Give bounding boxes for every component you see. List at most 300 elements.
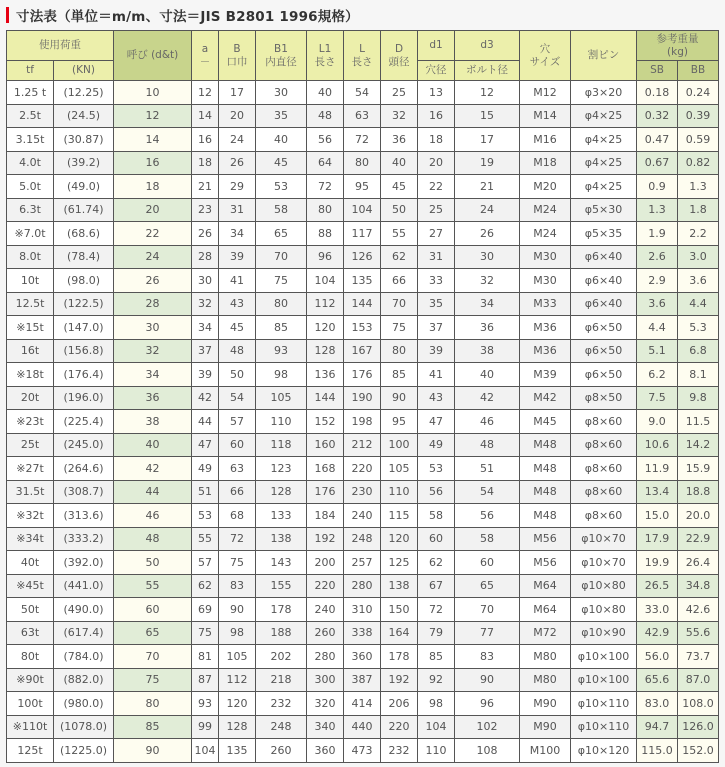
header-a: a －	[192, 31, 219, 81]
cell-nominal: 38	[114, 410, 192, 434]
cell-l: 310	[344, 598, 381, 622]
section-title	[6, 5, 359, 25]
table-row	[7, 668, 719, 692]
cell-hole-size: M90	[520, 715, 571, 739]
header-b: B 口巾	[219, 31, 256, 81]
cell-weight-sb: 11.9	[637, 457, 678, 481]
cell-kn: (1225.0)	[54, 739, 114, 763]
table-row	[7, 386, 719, 410]
cell-nominal: 16	[114, 151, 192, 175]
cell-kn: (264.6)	[54, 457, 114, 481]
cell-pin: φ6×50	[571, 363, 637, 387]
cell-pin: φ6×50	[571, 339, 637, 363]
cell-b1: 248	[256, 715, 307, 739]
cell-l: 104	[344, 198, 381, 222]
cell-d3: 77	[455, 621, 520, 645]
cell-weight-sb: 0.47	[637, 128, 678, 152]
cell-l1: 72	[307, 175, 344, 199]
cell-b: 45	[219, 316, 256, 340]
cell-weight-bb: 6.8	[678, 339, 719, 363]
cell-l: 220	[344, 457, 381, 481]
table-row	[7, 198, 719, 222]
cell-d3: 32	[455, 269, 520, 293]
cell-d3: 48	[455, 433, 520, 457]
cell-d: 90	[381, 386, 418, 410]
cell-d1: 98	[418, 692, 455, 716]
cell-hole-size: M80	[520, 668, 571, 692]
cell-d: 206	[381, 692, 418, 716]
cell-nominal: 55	[114, 574, 192, 598]
cell-a: 32	[192, 292, 219, 316]
cell-d1: 27	[418, 222, 455, 246]
cell-nominal: 90	[114, 739, 192, 763]
table-row	[7, 151, 719, 175]
cell-pin: φ6×40	[571, 269, 637, 293]
cell-l1: 56	[307, 128, 344, 152]
cell-weight-sb: 115.0	[637, 739, 678, 763]
cell-d1: 43	[418, 386, 455, 410]
cell-pin: φ10×120	[571, 739, 637, 763]
cell-d: 40	[381, 151, 418, 175]
cell-b: 90	[219, 598, 256, 622]
cell-b: 24	[219, 128, 256, 152]
cell-d3: 19	[455, 151, 520, 175]
cell-l: 212	[344, 433, 381, 457]
cell-b1: 75	[256, 269, 307, 293]
cell-kn: (617.4)	[54, 621, 114, 645]
table-row	[7, 457, 719, 481]
cell-pin: φ5×35	[571, 222, 637, 246]
cell-l: 117	[344, 222, 381, 246]
cell-a: 23	[192, 198, 219, 222]
cell-a: 26	[192, 222, 219, 246]
cell-l: 72	[344, 128, 381, 152]
cell-b: 60	[219, 433, 256, 457]
cell-b: 20	[219, 104, 256, 128]
table-row	[7, 504, 719, 528]
cell-b1: 110	[256, 410, 307, 434]
cell-d: 105	[381, 457, 418, 481]
cell-hole-size: M30	[520, 245, 571, 269]
cell-a: 14	[192, 104, 219, 128]
cell-tf: 16t	[7, 339, 54, 363]
cell-d1: 31	[418, 245, 455, 269]
cell-nominal: 46	[114, 504, 192, 528]
cell-pin: φ4×25	[571, 104, 637, 128]
cell-l: 198	[344, 410, 381, 434]
cell-nominal: 10	[114, 81, 192, 105]
cell-l1: 152	[307, 410, 344, 434]
cell-d: 36	[381, 128, 418, 152]
cell-pin: φ6×40	[571, 245, 637, 269]
cell-weight-sb: 0.9	[637, 175, 678, 199]
cell-a: 18	[192, 151, 219, 175]
cell-b1: 98	[256, 363, 307, 387]
cell-weight-sb: 56.0	[637, 645, 678, 669]
cell-tf: 20t	[7, 386, 54, 410]
cell-kn: (147.0)	[54, 316, 114, 340]
cell-b: 68	[219, 504, 256, 528]
cell-weight-sb: 94.7	[637, 715, 678, 739]
cell-d1: 22	[418, 175, 455, 199]
cell-tf: 1.25 t	[7, 81, 54, 105]
cell-d: 70	[381, 292, 418, 316]
cell-hole-size: M48	[520, 433, 571, 457]
cell-l1: 120	[307, 316, 344, 340]
cell-d3: 26	[455, 222, 520, 246]
cell-weight-sb: 13.4	[637, 480, 678, 504]
cell-hole-size: M48	[520, 480, 571, 504]
cell-hole-size: M33	[520, 292, 571, 316]
cell-weight-sb: 19.9	[637, 551, 678, 575]
cell-l: 95	[344, 175, 381, 199]
cell-weight-bb: 73.7	[678, 645, 719, 669]
cell-nominal: 24	[114, 245, 192, 269]
cell-d3: 54	[455, 480, 520, 504]
cell-b1: 178	[256, 598, 307, 622]
cell-l: 280	[344, 574, 381, 598]
cell-b: 128	[219, 715, 256, 739]
cell-d3: 65	[455, 574, 520, 598]
cell-l1: 320	[307, 692, 344, 716]
cell-d3: 34	[455, 292, 520, 316]
cell-weight-sb: 26.5	[637, 574, 678, 598]
cell-hole-size: M90	[520, 692, 571, 716]
cell-d3: 46	[455, 410, 520, 434]
cell-weight-sb: 10.6	[637, 433, 678, 457]
cell-b1: 202	[256, 645, 307, 669]
cell-b1: 123	[256, 457, 307, 481]
cell-hole-size: M30	[520, 269, 571, 293]
cell-kn: (156.8)	[54, 339, 114, 363]
cell-kn: (30.87)	[54, 128, 114, 152]
cell-b1: 85	[256, 316, 307, 340]
cell-hole-size: M56	[520, 551, 571, 575]
cell-l1: 128	[307, 339, 344, 363]
cell-tf: 10t	[7, 269, 54, 293]
cell-weight-sb: 0.18	[637, 81, 678, 105]
table-row	[7, 433, 719, 457]
cell-b1: 128	[256, 480, 307, 504]
cell-kn: (39.2)	[54, 151, 114, 175]
cell-b1: 118	[256, 433, 307, 457]
cell-b1: 53	[256, 175, 307, 199]
cell-weight-bb: 108.0	[678, 692, 719, 716]
cell-nominal: 20	[114, 198, 192, 222]
cell-d1: 62	[418, 551, 455, 575]
cell-a: 34	[192, 316, 219, 340]
cell-weight-sb: 5.1	[637, 339, 678, 363]
cell-kn: (308.7)	[54, 480, 114, 504]
cell-tf: 12.5t	[7, 292, 54, 316]
cell-pin: φ10×110	[571, 692, 637, 716]
cell-b: 48	[219, 339, 256, 363]
cell-weight-sb: 42.9	[637, 621, 678, 645]
cell-b1: 218	[256, 668, 307, 692]
table-row	[7, 175, 719, 199]
cell-weight-sb: 6.2	[637, 363, 678, 387]
cell-hole-size: M12	[520, 81, 571, 105]
cell-d1: 60	[418, 527, 455, 551]
cell-l1: 104	[307, 269, 344, 293]
cell-nominal: 36	[114, 386, 192, 410]
cell-a: 49	[192, 457, 219, 481]
cell-weight-bb: 26.4	[678, 551, 719, 575]
cell-b1: 188	[256, 621, 307, 645]
cell-tf: ※90t	[7, 668, 54, 692]
cell-b: 57	[219, 410, 256, 434]
cell-d: 192	[381, 668, 418, 692]
cell-a: 57	[192, 551, 219, 575]
cell-tf: ※110t	[7, 715, 54, 739]
table-row	[7, 104, 719, 128]
cell-nominal: 22	[114, 222, 192, 246]
cell-d1: 35	[418, 292, 455, 316]
cell-l: 248	[344, 527, 381, 551]
cell-l: 473	[344, 739, 381, 763]
cell-a: 93	[192, 692, 219, 716]
cell-l: 80	[344, 151, 381, 175]
cell-weight-bb: 34.8	[678, 574, 719, 598]
cell-l1: 88	[307, 222, 344, 246]
cell-pin: φ10×100	[571, 645, 637, 669]
cell-d1: 56	[418, 480, 455, 504]
cell-d1: 13	[418, 81, 455, 105]
cell-d: 125	[381, 551, 418, 575]
cell-nominal: 28	[114, 292, 192, 316]
cell-weight-bb: 22.9	[678, 527, 719, 551]
cell-b1: 58	[256, 198, 307, 222]
cell-tf: ※32t	[7, 504, 54, 528]
cell-weight-bb: 14.2	[678, 433, 719, 457]
cell-d3: 96	[455, 692, 520, 716]
cell-kn: (980.0)	[54, 692, 114, 716]
cell-nominal: 12	[114, 104, 192, 128]
cell-pin: φ4×25	[571, 128, 637, 152]
cell-weight-bb: 1.8	[678, 198, 719, 222]
cell-hole-size: M36	[520, 339, 571, 363]
cell-weight-sb: 2.9	[637, 269, 678, 293]
cell-d: 85	[381, 363, 418, 387]
header-l1: L1 長さ	[307, 31, 344, 81]
table-row	[7, 739, 719, 763]
cell-weight-sb: 17.9	[637, 527, 678, 551]
header-hole-size: 穴 サイズ	[520, 31, 571, 81]
cell-d3: 40	[455, 363, 520, 387]
cell-l: 257	[344, 551, 381, 575]
cell-d: 25	[381, 81, 418, 105]
table-row	[7, 363, 719, 387]
cell-b: 63	[219, 457, 256, 481]
cell-a: 21	[192, 175, 219, 199]
cell-d3: 90	[455, 668, 520, 692]
cell-kn: (49.0)	[54, 175, 114, 199]
header-d1-bottom: 穴径	[418, 61, 455, 81]
cell-tf: 5.0t	[7, 175, 54, 199]
cell-tf: 6.3t	[7, 198, 54, 222]
cell-pin: φ6×40	[571, 292, 637, 316]
cell-b: 72	[219, 527, 256, 551]
cell-l1: 64	[307, 151, 344, 175]
cell-hole-size: M16	[520, 128, 571, 152]
header-d3-top: d3	[455, 31, 520, 61]
cell-l1: 360	[307, 739, 344, 763]
table-row	[7, 245, 719, 269]
header-d1-top: d1	[418, 31, 455, 61]
table-row	[7, 692, 719, 716]
cell-d1: 79	[418, 621, 455, 645]
cell-tf: 100t	[7, 692, 54, 716]
cell-pin: φ8×50	[571, 386, 637, 410]
cell-nominal: 75	[114, 668, 192, 692]
cell-d1: 25	[418, 198, 455, 222]
cell-b: 54	[219, 386, 256, 410]
cell-hole-size: M14	[520, 104, 571, 128]
cell-weight-sb: 9.0	[637, 410, 678, 434]
cell-d1: 20	[418, 151, 455, 175]
cell-hole-size: M64	[520, 598, 571, 622]
cell-weight-bb: 1.3	[678, 175, 719, 199]
cell-d: 232	[381, 739, 418, 763]
cell-a: 37	[192, 339, 219, 363]
cell-hole-size: M24	[520, 198, 571, 222]
cell-d1: 110	[418, 739, 455, 763]
cell-d3: 38	[455, 339, 520, 363]
cell-weight-bb: 20.0	[678, 504, 719, 528]
cell-weight-bb: 126.0	[678, 715, 719, 739]
cell-d1: 67	[418, 574, 455, 598]
cell-nominal: 14	[114, 128, 192, 152]
cell-nominal: 50	[114, 551, 192, 575]
cell-d: 45	[381, 175, 418, 199]
cell-tf: 80t	[7, 645, 54, 669]
cell-nominal: 34	[114, 363, 192, 387]
cell-l: 387	[344, 668, 381, 692]
cell-weight-bb: 18.8	[678, 480, 719, 504]
cell-d3: 102	[455, 715, 520, 739]
cell-d: 50	[381, 198, 418, 222]
cell-weight-bb: 55.6	[678, 621, 719, 645]
cell-d: 75	[381, 316, 418, 340]
cell-d: 150	[381, 598, 418, 622]
cell-nominal: 60	[114, 598, 192, 622]
cell-nominal: 85	[114, 715, 192, 739]
cell-d3: 42	[455, 386, 520, 410]
cell-b: 83	[219, 574, 256, 598]
cell-weight-sb: 65.6	[637, 668, 678, 692]
cell-d1: 49	[418, 433, 455, 457]
cell-weight-sb: 0.67	[637, 151, 678, 175]
cell-pin: φ10×80	[571, 574, 637, 598]
cell-a: 30	[192, 269, 219, 293]
cell-b1: 80	[256, 292, 307, 316]
cell-b1: 138	[256, 527, 307, 551]
header-pin: 割ピン	[571, 31, 637, 81]
table-row	[7, 269, 719, 293]
cell-weight-bb: 5.3	[678, 316, 719, 340]
cell-a: 75	[192, 621, 219, 645]
cell-nominal: 44	[114, 480, 192, 504]
cell-d1: 92	[418, 668, 455, 692]
cell-b1: 155	[256, 574, 307, 598]
cell-nominal: 70	[114, 645, 192, 669]
cell-d3: 58	[455, 527, 520, 551]
cell-d3: 15	[455, 104, 520, 128]
cell-d1: 39	[418, 339, 455, 363]
cell-a: 69	[192, 598, 219, 622]
cell-pin: φ3×20	[571, 81, 637, 105]
cell-kn: (490.0)	[54, 598, 114, 622]
cell-l1: 300	[307, 668, 344, 692]
cell-pin: φ10×110	[571, 715, 637, 739]
table-row	[7, 551, 719, 575]
cell-hole-size: M36	[520, 316, 571, 340]
cell-b: 29	[219, 175, 256, 199]
header-kn: (KN)	[54, 61, 114, 81]
cell-d3: 24	[455, 198, 520, 222]
cell-l1: 280	[307, 645, 344, 669]
table-row	[7, 574, 719, 598]
cell-b1: 143	[256, 551, 307, 575]
cell-d1: 53	[418, 457, 455, 481]
cell-d3: 60	[455, 551, 520, 575]
cell-tf: 125t	[7, 739, 54, 763]
cell-kn: (61.74)	[54, 198, 114, 222]
table-row	[7, 316, 719, 340]
cell-kn: (1078.0)	[54, 715, 114, 739]
cell-hole-size: M18	[520, 151, 571, 175]
cell-b: 26	[219, 151, 256, 175]
table-row	[7, 527, 719, 551]
cell-l: 63	[344, 104, 381, 128]
cell-pin: φ5×30	[571, 198, 637, 222]
cell-tf: 25t	[7, 433, 54, 457]
cell-l: 176	[344, 363, 381, 387]
cell-b: 50	[219, 363, 256, 387]
cell-weight-bb: 8.1	[678, 363, 719, 387]
cell-d: 120	[381, 527, 418, 551]
cell-kn: (392.0)	[54, 551, 114, 575]
cell-pin: φ10×100	[571, 668, 637, 692]
cell-d1: 85	[418, 645, 455, 669]
cell-weight-bb: 0.59	[678, 128, 719, 152]
header-d3-bottom: ボルト径	[455, 61, 520, 81]
cell-hole-size: M72	[520, 621, 571, 645]
cell-l1: 96	[307, 245, 344, 269]
cell-b: 135	[219, 739, 256, 763]
cell-l: 414	[344, 692, 381, 716]
cell-a: 53	[192, 504, 219, 528]
cell-d3: 56	[455, 504, 520, 528]
cell-a: 16	[192, 128, 219, 152]
cell-hole-size: M45	[520, 410, 571, 434]
cell-tf: ※23t	[7, 410, 54, 434]
cell-d: 62	[381, 245, 418, 269]
cell-l: 190	[344, 386, 381, 410]
cell-b1: 45	[256, 151, 307, 175]
cell-kn: (68.6)	[54, 222, 114, 246]
cell-b1: 40	[256, 128, 307, 152]
cell-pin: φ10×80	[571, 598, 637, 622]
cell-weight-bb: 4.4	[678, 292, 719, 316]
cell-d: 220	[381, 715, 418, 739]
cell-hole-size: M64	[520, 574, 571, 598]
cell-l1: 176	[307, 480, 344, 504]
cell-hole-size: M42	[520, 386, 571, 410]
cell-l: 54	[344, 81, 381, 105]
cell-b: 66	[219, 480, 256, 504]
cell-d3: 70	[455, 598, 520, 622]
